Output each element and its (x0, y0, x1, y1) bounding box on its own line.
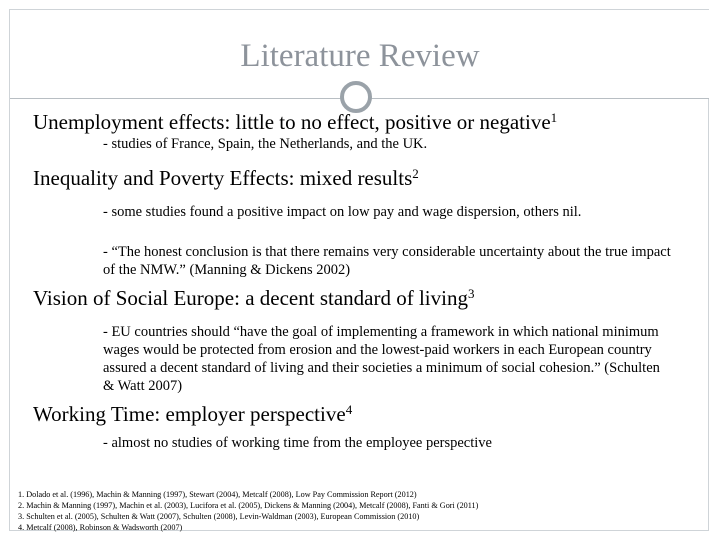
section-body-working-time (103, 434, 703, 452)
section-body-social-europe (103, 323, 671, 395)
circle-ornament-icon (340, 81, 372, 113)
body-paragraph: - studies of France, Spain, the Netherlands, and the UK. (103, 136, 428, 152)
footnote-4: 4. Metcalf (2008), Robinson & Wadsworth (2007) (18, 523, 183, 532)
section-heading-inequality (33, 166, 419, 190)
heading-text: Working Time: employer perspective (33, 402, 346, 426)
footnote-ref: 3 (467, 286, 475, 301)
footnote-2: 2. Machin & Manning (1997), Machin et al. (2003), Lucifora et al. (2005), Dickens & Manning (2004), Metcalf (2008), Fanti & Gori (2011) (18, 501, 479, 510)
footnote-ref: 2 (412, 166, 419, 181)
footnotes (18, 489, 478, 533)
body-paragraph: - almost no studies of working time from the employee perspective (103, 435, 492, 451)
footnote-1: 1. Dolado et al. (1996), Machin & Manning (1997), Stewart (2004), Metcalf (2008), Low Pay Commission Report (2012) (18, 490, 417, 499)
heading-text: Unemployment effects: little to no effect, positive or negative (33, 110, 551, 134)
section-body-unemployment (103, 135, 703, 153)
body-paragraph: - EU countries should “have the goal of implementing a framework in which national minimum wages would be protected from erosion and the lowest-paid workers in each European country assured a decent standard of living and their societies a minimum of social cohesion.” (Schulten & Watt 2007) (103, 324, 660, 394)
section-body-inequality (103, 203, 583, 221)
body-paragraph: - some studies found a positive impact on low pay and wage dispersion, others nil. (103, 204, 582, 220)
section-heading-working-time (33, 402, 352, 426)
section-body-inequality-quote (103, 243, 685, 279)
slide-title: Literature Review (240, 38, 480, 74)
section-heading-unemployment (33, 110, 557, 134)
section-heading-social-europe (33, 286, 474, 310)
footnote-ref: 4 (345, 402, 353, 417)
body-paragraph: - “The honest conclusion is that there remains very considerable uncertainty about the true impact of the NMW.” (Manning & Dickens 2002) (103, 244, 671, 278)
footnote-3: 3. Schulten et al. (2005), Schulten & Watt (2007), Schulten (2008), Levin-Waldman (2003), European Commission (2010) (18, 512, 420, 521)
footnote-ref: 1 (550, 110, 558, 125)
heading-text: Inequality and Poverty Effects: mixed results (33, 166, 413, 190)
heading-text: Vision of Social Europe: a decent standard of living (33, 286, 468, 310)
